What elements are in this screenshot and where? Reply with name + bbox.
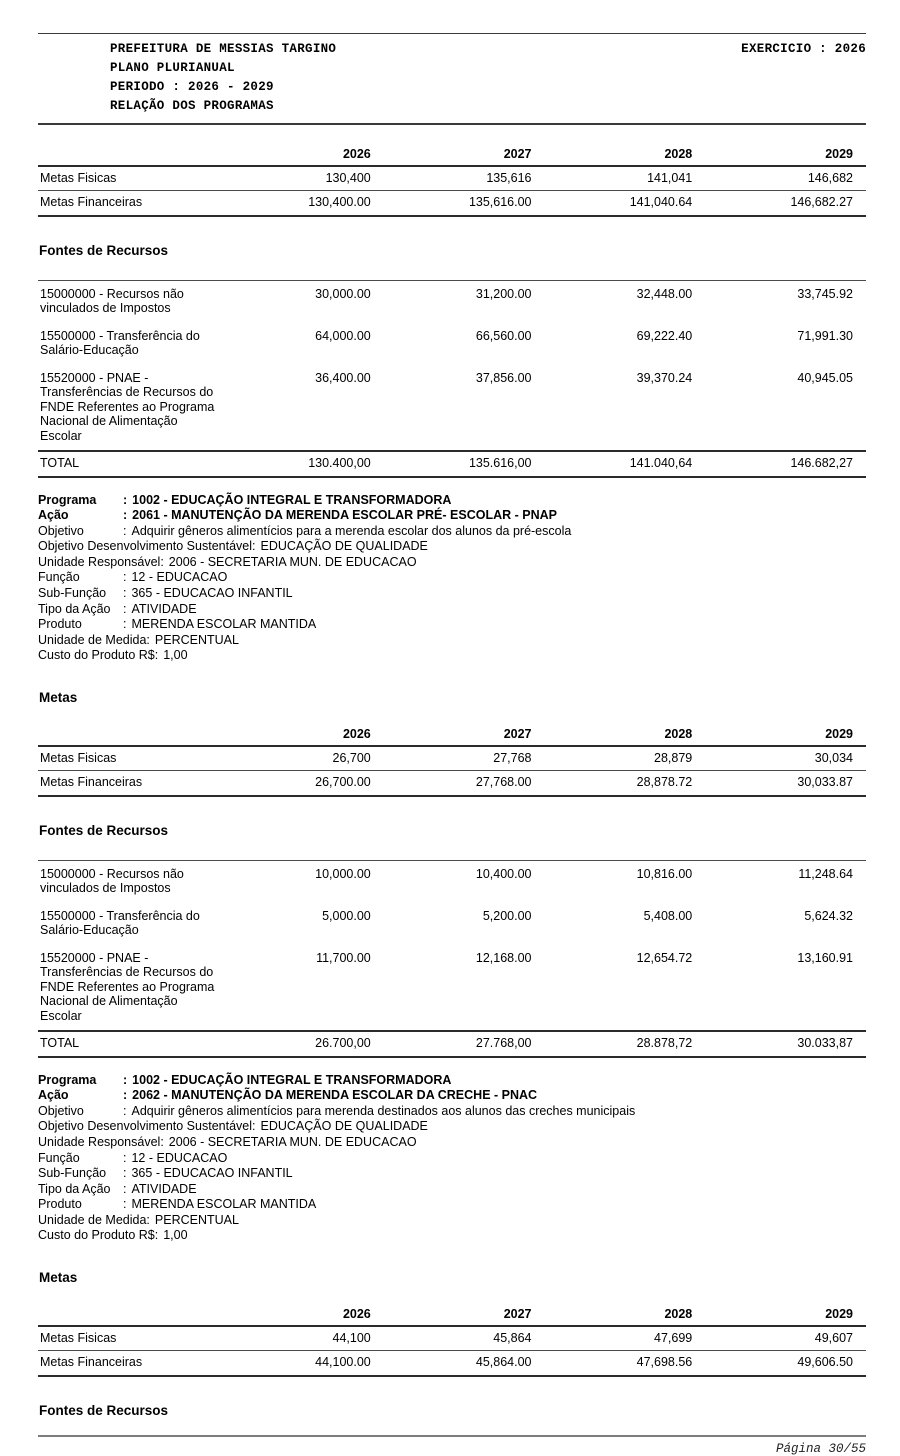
field-label: Produto [38,1197,82,1212]
field-label: Função [38,1150,80,1165]
value-cell: 141,041 [647,170,693,185]
field-label: Sub-Função [38,1166,107,1181]
program-field [38,1135,866,1151]
field-separator: : [123,1088,128,1103]
field-separator: : [123,1166,127,1181]
program-field [38,1228,866,1244]
value-cell: 66,560.00 [475,328,532,343]
field-separator: : [123,601,127,616]
total-value-cell: 141.040,64 [629,456,693,470]
value-cell: 69,222.40 [636,328,693,343]
field-value: 365 - EDUCACAO INFANTIL [131,1166,293,1181]
value-cell: 26,700.00 [315,775,371,790]
section-heading-fontes: Fontes de Recursos [39,822,169,838]
value-cell: 135,616.00 [468,195,532,209]
value-cell: 33,745.92 [797,286,853,301]
value-cell: 49,607 [814,1330,853,1345]
field-label: Tipo da Ação [38,601,111,616]
empty-header-cell [38,1306,223,1325]
header-bottom-divider [38,123,866,125]
value-cell: 47,699 [654,1330,693,1345]
table-header-row [38,726,866,747]
field-separator: : [154,648,159,663]
table-row [38,1327,866,1352]
program-field [38,508,866,524]
value-cell: 130,400 [325,170,371,185]
value-cell: 28,878.72 [636,775,693,790]
value-cell: 71,991.30 [797,328,853,343]
row-label: Metas Financeiras [40,775,143,790]
section-heading-fontes: Fontes de Recursos [39,1402,169,1418]
field-label: Tipo da Ação [38,1181,111,1196]
field-label: Ação [38,1088,69,1103]
year-header: 2029 [825,727,853,742]
table-row [38,281,866,323]
table-row [38,903,866,945]
field-separator: : [123,1197,127,1212]
program-field [38,648,866,664]
field-value: 2062 - MANUTENÇÃO DA MERENDA ESCOLAR DA CRECHE - PNAC [132,1088,538,1103]
table-row [38,167,866,192]
year-header: 2026 [342,727,371,742]
program-field [38,1073,866,1089]
empty-header-cell [38,726,223,745]
total-row [38,1030,866,1058]
value-cell: 10,816.00 [636,866,693,881]
program-field [38,602,866,618]
value-cell: 45,864.00 [475,1355,532,1370]
program-field [38,1182,866,1198]
year-header: 2027 [503,727,532,742]
year-header: 2028 [664,147,693,161]
value-cell: 30,033.87 [797,775,853,790]
total-value-cell: 30.033,87 [797,1036,853,1051]
year-header: 2028 [664,1307,693,1322]
program-details-2061 [38,493,866,665]
field-separator: : [160,554,164,569]
plan-title: PLANO PLURIANUAL [110,61,235,75]
value-cell: 11,700.00 [316,950,371,965]
fontes-table-2061 [38,860,866,1058]
field-label: Função [38,570,80,585]
field-value: ATIVIDADE [131,601,197,616]
year-header: 2027 [503,147,532,161]
program-field [38,617,866,633]
year-header: 2029 [825,147,853,161]
metas-table-2061 [38,726,866,797]
value-cell: 30,000.00 [315,286,371,301]
program-field [38,1197,866,1213]
period-label: PERIODO : 2026 - 2029 [110,80,274,94]
field-label: Unidade Responsável [38,554,161,569]
field-label: Objetivo [38,1103,84,1118]
program-details-2062 [38,1073,866,1245]
field-value: 1,00 [163,1228,188,1243]
field-label: Custo do Produto R$ [38,1228,155,1243]
table-row [38,1351,866,1377]
field-value: ATIVIDADE [131,1181,197,1196]
field-value: PERCENTUAL [154,1212,239,1227]
metas-table-2062 [38,1306,866,1377]
field-separator: : [123,492,128,507]
value-cell: 130,400.00 [308,195,371,209]
field-separator: : [123,617,127,632]
value-cell: 47,698.56 [636,1355,693,1370]
field-label: Programa [38,492,97,507]
value-cell: 30,034 [814,750,853,765]
program-field [38,1213,866,1229]
field-value: 1002 - EDUCAÇÃO INTEGRAL E TRANSFORMADORA [132,1072,452,1087]
field-separator: : [160,1134,164,1149]
total-value-cell: 135.616,00 [468,456,532,470]
value-cell: 32,448.00 [636,286,693,301]
field-value: 1,00 [163,648,188,663]
exercise-label: EXERCICIO : 2026 [741,42,866,56]
funding-source-label: 15000000 - Recursos não vinculados de Impostos [40,286,184,315]
field-separator: : [146,1212,150,1227]
total-value-cell: 27.768,00 [475,1036,532,1051]
value-cell: 146,682.27 [790,195,853,209]
field-label: Unidade de Medida [38,632,147,647]
row-label: Metas Financeiras [40,1355,143,1370]
value-cell: 5,000.00 [322,908,371,923]
field-label: Unidade de Medida [38,1212,147,1227]
value-cell: 37,856.00 [475,370,532,385]
fontes-overview-table [38,280,866,478]
value-cell: 11,248.64 [798,866,853,881]
program-field [38,524,866,540]
field-value: Adquirir gêneros alimentícios para a merenda escolar dos alunos da pré-escola [131,523,572,538]
program-field [38,1104,866,1120]
field-label: Objetivo Desenvolvimento Sustentável [38,539,253,554]
metas-overview-table [38,146,866,217]
program-field [38,539,866,555]
value-cell: 146,682 [807,170,853,185]
row-label: Metas Fisicas [40,170,117,185]
year-header: 2026 [342,147,371,161]
table-row [38,861,866,903]
field-label: Ação [38,508,69,523]
field-label: Produto [38,617,82,632]
organization-name: PREFEITURA DE MESSIAS TARGINO [110,42,337,56]
value-cell: 45,864 [493,1330,532,1345]
value-cell: 44,100 [332,1330,371,1345]
value-cell: 64,000.00 [315,328,371,343]
year-header: 2027 [503,1307,532,1322]
value-cell: 40,945.05 [797,370,853,385]
program-field [38,1088,866,1104]
table-header-row [38,1306,866,1327]
field-value: MERENDA ESCOLAR MANTIDA [131,1197,317,1212]
table-header-row [38,146,866,167]
value-cell: 141,040.64 [629,195,693,209]
value-cell: 10,000.00 [315,866,371,881]
value-cell: 31,200.00 [475,286,532,301]
funding-source-label: 15500000 - Transferência do Salário-Educação [40,908,200,938]
field-value: 2006 - SECRETARIA MUN. DE EDUCACAO [168,554,417,569]
total-value-cell: 28.878,72 [636,1036,693,1051]
field-label: Programa [38,1072,97,1087]
program-field [38,1119,866,1135]
table-row [38,945,866,1031]
value-cell: 39,370.24 [636,370,693,385]
year-header: 2028 [664,727,693,742]
value-cell: 135,616 [486,170,532,185]
field-label: Objetivo [38,523,84,538]
footer-divider [38,1435,866,1437]
total-value-cell: 26.700,00 [315,1036,371,1051]
table-row [38,191,866,217]
field-value: EDUCAÇÃO DE QUALIDADE [260,1119,428,1134]
funding-source-label: 15000000 - Recursos não vinculados de Impostos [40,866,184,896]
total-value-cell: 130.400,00 [308,456,371,470]
field-label: Custo do Produto R$ [38,648,155,663]
value-cell: 28,879 [654,750,693,765]
table-row [38,365,866,451]
total-label: TOTAL [40,1036,80,1051]
program-field [38,633,866,649]
field-value: EDUCAÇÃO DE QUALIDADE [260,539,428,554]
field-separator: : [146,632,150,647]
row-label: Metas Fisicas [40,1330,117,1345]
value-cell: 10,400.00 [475,866,532,881]
value-cell: 36,400.00 [315,370,371,385]
field-separator: : [123,508,128,523]
program-field [38,570,866,586]
total-value-cell: 146.682,27 [790,456,853,470]
table-row [38,747,866,772]
program-field [38,555,866,571]
row-label: Metas Fisicas [40,750,117,765]
field-value: 12 - EDUCACAO [131,570,228,585]
value-cell: 26,700 [332,750,371,765]
table-row [38,323,866,365]
field-separator: : [123,1103,127,1118]
field-label: Sub-Função [38,586,107,601]
field-value: Adquirir gêneros alimentícios para merenda destinados aos alunos das creches municipais [131,1103,636,1118]
program-field [38,493,866,509]
total-label: TOTAL [40,456,80,470]
field-separator: : [123,586,127,601]
section-heading-metas: Metas [39,690,78,706]
funding-source-label: 15500000 - Transferência do Salário-Educação [40,328,200,357]
field-value: 2006 - SECRETARIA MUN. DE EDUCACAO [168,1134,417,1149]
program-field [38,1151,866,1167]
value-cell: 27,768.00 [475,775,532,790]
value-cell: 44,100.00 [315,1355,371,1370]
field-value: 365 - EDUCACAO INFANTIL [131,586,293,601]
field-value: PERCENTUAL [154,632,239,647]
field-value: 2061 - MANUTENÇÃO DA MERENDA ESCOLAR PRÉ- ESCOLAR - PNAP [132,508,557,523]
field-separator: : [252,539,256,554]
value-cell: 27,768 [493,750,532,765]
table-row [38,771,866,797]
field-separator: : [252,1119,256,1134]
field-value: MERENDA ESCOLAR MANTIDA [131,617,317,632]
value-cell: 5,408.00 [643,908,693,923]
funding-source-label: 15520000 - PNAE - Transferências de Recursos do FNDE Referentes ao Programa Nacional de Alimentação Escolar [40,950,215,1023]
field-label: Unidade Responsável [38,1134,161,1149]
year-header: 2026 [342,1307,371,1322]
field-separator: : [123,523,127,538]
report-name: RELAÇÃO DOS PROGRAMAS [110,99,274,113]
field-separator: : [154,1228,159,1243]
value-cell: 49,606.50 [797,1355,853,1370]
program-field [38,1166,866,1182]
value-cell: 5,624.32 [804,908,853,923]
row-label: Metas Financeiras [40,195,143,209]
header-row-1 [38,40,866,59]
field-value: 1002 - EDUCAÇÃO INTEGRAL E TRANSFORMADORA [132,492,452,507]
value-cell: 13,160.91 [797,950,853,965]
field-separator: : [123,1181,127,1196]
field-separator: : [123,1150,127,1165]
document-header [38,34,866,123]
page-number: Página 30/55 [775,1441,866,1456]
field-value: 12 - EDUCACAO [131,1150,228,1165]
total-row [38,450,866,478]
field-label: Objetivo Desenvolvimento Sustentável [38,1119,253,1134]
program-field [38,586,866,602]
field-separator: : [123,570,127,585]
field-separator: : [123,1072,128,1087]
value-cell: 12,168.00 [475,950,532,965]
section-heading-fontes: Fontes de Recursos [39,242,169,258]
section-heading-metas: Metas [39,1270,78,1286]
value-cell: 12,654.72 [636,950,693,965]
funding-source-label: 15520000 - PNAE - Transferências de Recursos do FNDE Referentes ao Programa Nacional de Alimentação Escolar [40,370,215,443]
value-cell: 5,200.00 [482,908,532,923]
empty-header-cell [38,146,223,165]
year-header: 2029 [825,1307,853,1322]
